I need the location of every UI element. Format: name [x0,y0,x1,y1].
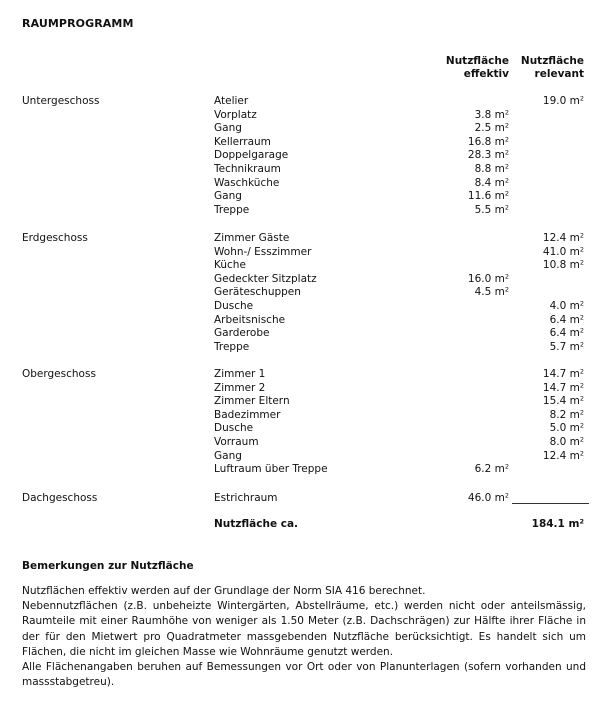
room-name: Gang [214,190,242,203]
notes-body [22,584,586,690]
room-name: Vorplatz [214,108,257,121]
table-row [0,450,600,464]
area-effective: 6.2 $m^2$ [474,462,509,476]
area-effective: 11.6 $m^2$ [467,189,509,203]
area-effective: 16.0 $m^2$ [467,272,509,285]
table-row [0,314,600,328]
area-relevant: 5.0 $m^2$ [549,421,584,435]
table-row [0,246,600,260]
room-name: Dusche [214,422,254,435]
room-name: Badezimmer [214,408,281,421]
area-relevant: 4.0 $m^2$ [549,299,584,312]
table-row [0,463,600,477]
table-row [0,395,600,409]
room-name: Atelier [214,95,249,107]
area-effective: 28.3 $m^2$ [467,148,509,162]
notes-paragraph: Alle Flächenangaben beruhen auf Bemessungen vor Ort oder von Planunterlagen (sofern vorhanden und massstabgetreu). [22,661,586,689]
table-row [0,204,600,218]
area-relevant: 12.4 $m^2$ [542,231,584,244]
table-row [0,341,600,355]
area-relevant: 14.7 $m^2$ [542,381,584,394]
room-name: Zimmer Gäste [214,232,290,244]
floor-label: Obergeschoss [22,368,96,380]
table-row [0,259,600,273]
room-name: Gedeckter Sitzplatz [214,272,317,285]
area-effective: 16.8 $m^2$ [467,135,509,148]
table-row [0,436,600,450]
room-name: Gang [214,449,242,462]
room-name: Kellerraum [214,135,271,148]
table-row [0,177,600,191]
table-row [0,300,600,314]
room-name: Gang [214,122,242,135]
area-effective: 3.8 $m^2$ [474,108,509,121]
table-row [0,136,600,150]
notes-paragraph: Nebennutzflächen (z.B. unbeheizte Wintergärten, Abstellräume, etc.) werden nicht oder anteilsmässig, Raumteile mit einer Raumhöhe von weniger als 1.50 Meter (z.B. Dachschrägen) zur Hälfte ihrer Fläche in der für den Mietwert pro Quadratmeter massgebenden Nutzfläche berücksichtigt. Es handelt sich um Flächen, die nicht im gleichen Masse wie Wohnräume genutzt werden. [22,600,586,658]
table-row [0,422,600,436]
table-row [0,286,600,300]
room-name: Treppe [214,203,250,216]
column-header-relevant-line2: relevant [534,68,584,80]
room-name: Küche [214,259,246,272]
area-relevant: 12.4 $m^2$ [542,449,584,462]
room-name: Technikraum [214,163,281,175]
table-row [0,492,600,506]
area-relevant: 8.0 $m^2$ [549,435,584,448]
sum-line [512,503,589,504]
area-effective: 8.8 $m^2$ [474,162,509,175]
area-effective: 4.5 $m^2$ [474,285,509,299]
table-row [0,232,600,246]
total-row [0,518,600,532]
room-name: Arbeitsnische [214,313,286,326]
table-row [0,409,600,423]
table-row [0,122,600,136]
table-row [0,109,600,123]
room-name: Zimmer 2 [214,381,266,394]
floor-label: Dachgeschoss [22,492,98,504]
area-relevant: 15.4 $m^2$ [542,394,584,408]
room-name: Garderobe [214,327,270,340]
area-relevant: 41.0 $m^2$ [542,245,584,258]
total-value: 184.1 $m^2$ [531,517,584,530]
area-relevant: 14.7 $m^2$ [542,367,584,380]
total-label: Nutzfläche ca. [214,518,299,530]
table-row [0,327,600,341]
room-name: Dusche [214,300,254,312]
table-row [0,163,600,177]
column-header-relevant-line1: Nutzfläche [520,55,584,67]
table-row [0,149,600,163]
room-name: Treppe [214,340,250,353]
floor-label: Erdgeschoss [22,232,88,244]
table-row [0,95,600,109]
notes-title: Bemerkungen zur Nutzfläche [22,560,194,572]
table-row [0,190,600,204]
area-relevant: 8.2 $m^2$ [549,408,584,421]
table-row [0,273,600,287]
area-relevant: 5.7 $m^2$ [549,340,584,353]
room-name: Zimmer Eltern [214,395,290,408]
area-effective: 8.4 $m^2$ [474,176,509,189]
column-header-effective-line2: effektiv [463,68,509,80]
area-relevant: 19.0 $m^2$ [542,94,584,107]
room-name: Waschküche [214,176,280,189]
table-row [0,382,600,396]
column-header-relevant [521,55,584,81]
area-relevant: 6.4 $m^2$ [549,326,584,340]
table-row [0,368,600,382]
page-title: RAUMPROGRAMM [22,17,134,30]
area-effective: 5.5 $m^2$ [474,203,509,216]
area-relevant: 10.8 $m^2$ [542,258,584,272]
room-name: Vorraum [214,436,259,448]
room-name: Zimmer 1 [214,368,266,380]
room-name: Wohn-/ Esszimmer [214,245,312,258]
room-name: Geräteschuppen [214,286,301,299]
room-name: Doppelgarage [214,149,289,162]
area-effective: 46.0 $m^2$ [467,491,509,504]
floor-label: Untergeschoss [22,95,100,107]
area-effective: 2.5 $m^2$ [474,121,509,135]
room-name: Luftraum über Treppe [214,463,328,476]
room-name: Estrichraum [214,492,278,504]
column-header-effective [446,55,509,81]
area-relevant: 6.4 $m^2$ [549,313,584,326]
notes-paragraph: Nutzflächen effektiv werden auf der Grundlage der Norm SIA 416 berechnet. [22,585,426,597]
column-header-effective-line1: Nutzfläche [445,55,509,67]
